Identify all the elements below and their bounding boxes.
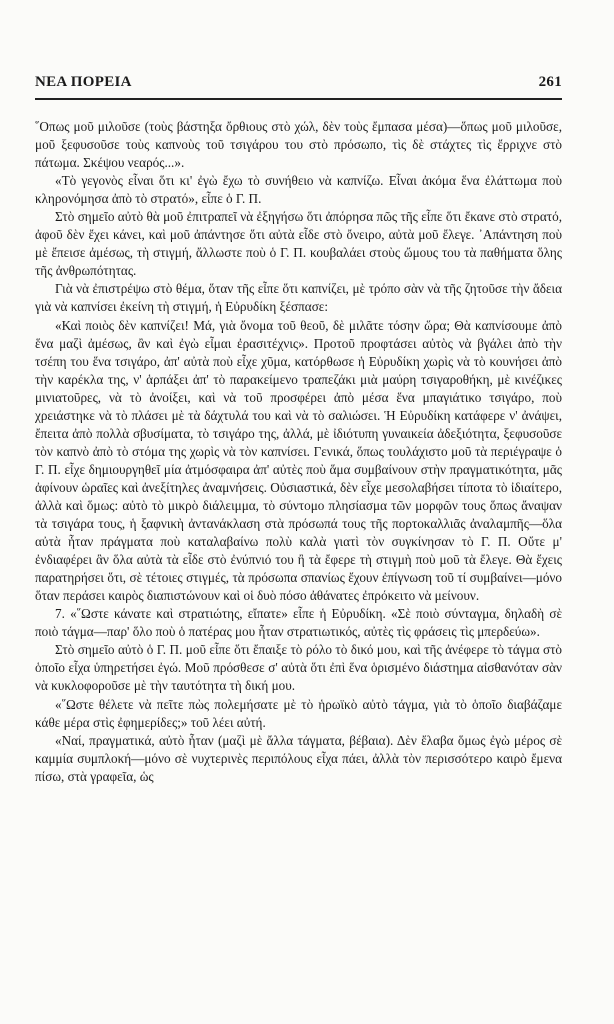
paragraph: «῞Ωστε θέλετε νὰ πεῖτε πὼς πολεμήσατε μὲ τὸ ἡρωϊκὸ αὐτὸ τάγμα, γιὰ τὸ ὁποῖο διαβάζαμε κάθε μέρα στὶς ἐφημερίδες;» τοῦ λέει αὐτή.	[35, 696, 562, 730]
paragraph: «Τὸ γεγονὸς εἶναι ὅτι κι' ἐγὼ ἔχω τὸ συνήθειο νὰ καπνίζω. Εἶναι ἀκόμα ἕνα ἐλάττωμα ποὺ κληρονόμησα ἀπὸ τὸ στρατό», εἶπε ὁ Γ. Π.	[35, 173, 562, 207]
paragraph: «Ναί, πραγματικά, αὐτὸ ἦταν (μαζὶ μὲ ἄλλα τάγματα, βέβαια). Δὲν ἔλαβα ὅμως ἐγὼ μέρος σὲ καμμία συμπλοκή—μόνο σὲ νυχτερινὲς περιπόλους εἶχα πάει, ἀλλὰ τὸν περισσότερο καιρὸ ἔμενα πίσω, στὰ γραφεῖα, ὡς	[35, 732, 562, 784]
page-number: 261	[538, 74, 562, 90]
journal-title: ΝΕΑ ΠΟΡΕΙΑ	[35, 74, 132, 90]
paragraph: ῞Οπως μοῦ μιλοῦσε (τοὺς βάστηξα ὄρθιους στὸ χώλ, δὲν τοὺς ἔμπασα μέσα)—ὅπως μοῦ μιλοῦσε, μοῦ ξεφυσοῦσε τοὺς καπνοὺς τοῦ τσιγάρου του στὸ πρόσωπο, τὶς δὲ στάχτες τὶς ἔρριχνε στὸ πάτωμα. Σκέψου νεαρός...».	[35, 119, 562, 171]
paragraph: Στὸ σημεῖο αὐτὸ θὰ μοῦ ἐπιτραπεῖ νὰ ἐξηγήσω ὅτι ἀπόρησα πῶς τῆς εἶπε ὅτι ἔκανε στὸ στρατό, ἀφοῦ δὲν ἔχει κάνει, καὶ μοῦ ἀπάντησε ὅτι αὐτὰ εἶδε στὸ ὄνειρο, αὐτὰ μοῦ ἔλεγε. ᾿Απάντηση ποὺ μὲ ἔπεισε ἀμέσως, τὴ στιγμή, ἄλλωστε ποὺ ὁ Γ. Π. κουβαλάει στοὺς ὤμους του τὰ παθήματα ὅλης τῆς ἀνθρωπότητας.	[35, 209, 562, 279]
paragraph: Γιὰ νὰ ἐπιστρέψω στὸ θέμα, ὅταν τῆς εἶπε ὅτι καπνίζει, μὲ τρόπο σὰν νὰ τῆς ζητοῦσε τὴν ἄδεια γιὰ νὰ καπνίσει ἐκείνη τὴ στιγμή, ἡ Εὐρυδίκη ξέσπασε:	[35, 281, 562, 315]
paragraph: Στὸ σημεῖο αὐτὸ ὁ Γ. Π. μοῦ εἶπε ὅτι ἔπαιξε τὸ ρόλο τὸ δικό μου, καὶ τῆς ἀνέφερε τὸ τάγμα στὸ ὁποῖο εἶχα ὑπηρετήσει ἐγώ. Μοῦ πρόσθεσε σ' αὐτὰ ὅτι ἐπὶ ἕνα ὁρισμένο διάστημα αἰσθανόταν σὰν νὰ κυκλοφοροῦσε μὲ τὴν ταυτότητα τὴ δική μου.	[35, 642, 562, 694]
header-rule	[35, 98, 562, 100]
running-header	[35, 74, 562, 91]
paragraph: 7. «῞Ωστε κάνατε καὶ στρατιώτης, εἴπατε» εἶπε ἡ Εὐρυδίκη. «Σὲ ποιὸ σύνταγμα, δηλαδὴ σὲ ποιὸ τάγμα—παρ' ὅλο ποὺ ὁ πατέρας μου ἦταν στρατιωτικός, αὐτὲς τὶς φράσεις τὶς μπερδεύω».	[35, 606, 562, 640]
paragraph: «Καὶ ποιὸς δὲν καπνίζει! Μά, γιὰ ὄνομα τοῦ θεοῦ, δὲ μιλᾶτε τόσην ὥρα; Θὰ καπνίσουμε ἀπὸ ἕνα μαζὶ ἀμέσως, ἂν καὶ ἐγὼ εἶμαι ἐρασιτέχνις». Προτοῦ προφτάσει αὐτὸς νὰ βγάλει ἀπὸ τὴν τσέπη του ἕνα τσιγάρο, ἀπ' αὐτὰ ποὺ εἶχε χῦμα, κατόρθωσε ἡ Εὐρυδίκη χωρὶς νὰ τὸ κουνήσει ἀπὸ τὴν καρέκλα της, ν' ἁρπάξει ἀπ' τὸ παρακείμενο τραπεζάκι μιὰ μαύρη τσιγαροθήκη, μὲ κινέζικες μινιατοῦρες, νὰ τὸ ἀνοίξει, καὶ νὰ τοῦ προσφέρει ἀπὸ μέσα ἕνα μπαγιάτικο τσιγάρο, ποὺ χρειάστηκε νὰ τὸ πλάσει μὲ τὰ δάχτυλά του καὶ νὰ τὸ σαλιώσει. Ἡ Εὐρυδίκη κατάφερε ν' ἀνάψει, ἔπειτα ἀπὸ πολλὰ σβυσίματα, τὸ τσιγάρο της, ἀλλά, μὲ ἰδιότυπη γυναικεία ἀδεξιότητα, ξεφυσοῦσε τὸν καπνὸ ἀπὸ τὸ στόμα της χωρὶς νὰ τὸν καπνίσει. Γενικά, ὅπως τουλάχιστο μοῦ τὰ περιέγραψε ὁ Γ. Π. εἶχε δημιουργηθεῖ μία ἀτμόσφαιρα ἀπ' αὐτὲς ποὺ ἅμα συμβαίνουν στὴν πραγματικότητα, μᾶς ἀφίνουν ὡραῖες καὶ ἀνεξίτηλες ἀναμνήσεις. Οὐσιαστικά, δὲν εἶχε μεσολαβήσει τίποτα τὸ ἰδιαίτερο, ἀλλὰ καὶ ὅμως: αὐτὸ τὸ μικρὸ διάλειμμα, τὸ σύντομο πλησίασμα τῶν μορφῶν τους ὅπως ἄναψαν τὰ τσιγάρα τους, ἡ ξαφνικὴ ἀντανάκλαση στὰ πρόσωπά τους τῆς πορτοκαλλιᾶς ἀναλαμπῆς—ὅλα αὐτὰ ἦταν πράγματα ποὺ καταλαβαίνω πολὺ καλὰ γιατὶ τὸν συγκίνησαν τὸ Γ. Π. Οὔτε μ' ἐνδιαφέρει ἂν ὅλα αὐτὰ τὰ εἶδε στὸ ἐνύπνιό του ἢ τὰ ἔφερε τὴ στιγμὴ ποὺ μοῦ τὰ ἔλεγε. Θὰ ἔχεις παρατηρήσει ὅτι, σὲ τέτοιες στιγμές, τὰ πρόσωπα σπανίως ἔχουν ἐπίγνωση τοῦ τί συμβαίνει—μόνο ὅταν περάσει καιρὸς διαπιστώνουν καὶ οἱ δυὸ πόσο ἀθάνατες ἐπρόκειτο νὰ μείνουν.	[35, 317, 562, 604]
body-text	[35, 118, 562, 786]
